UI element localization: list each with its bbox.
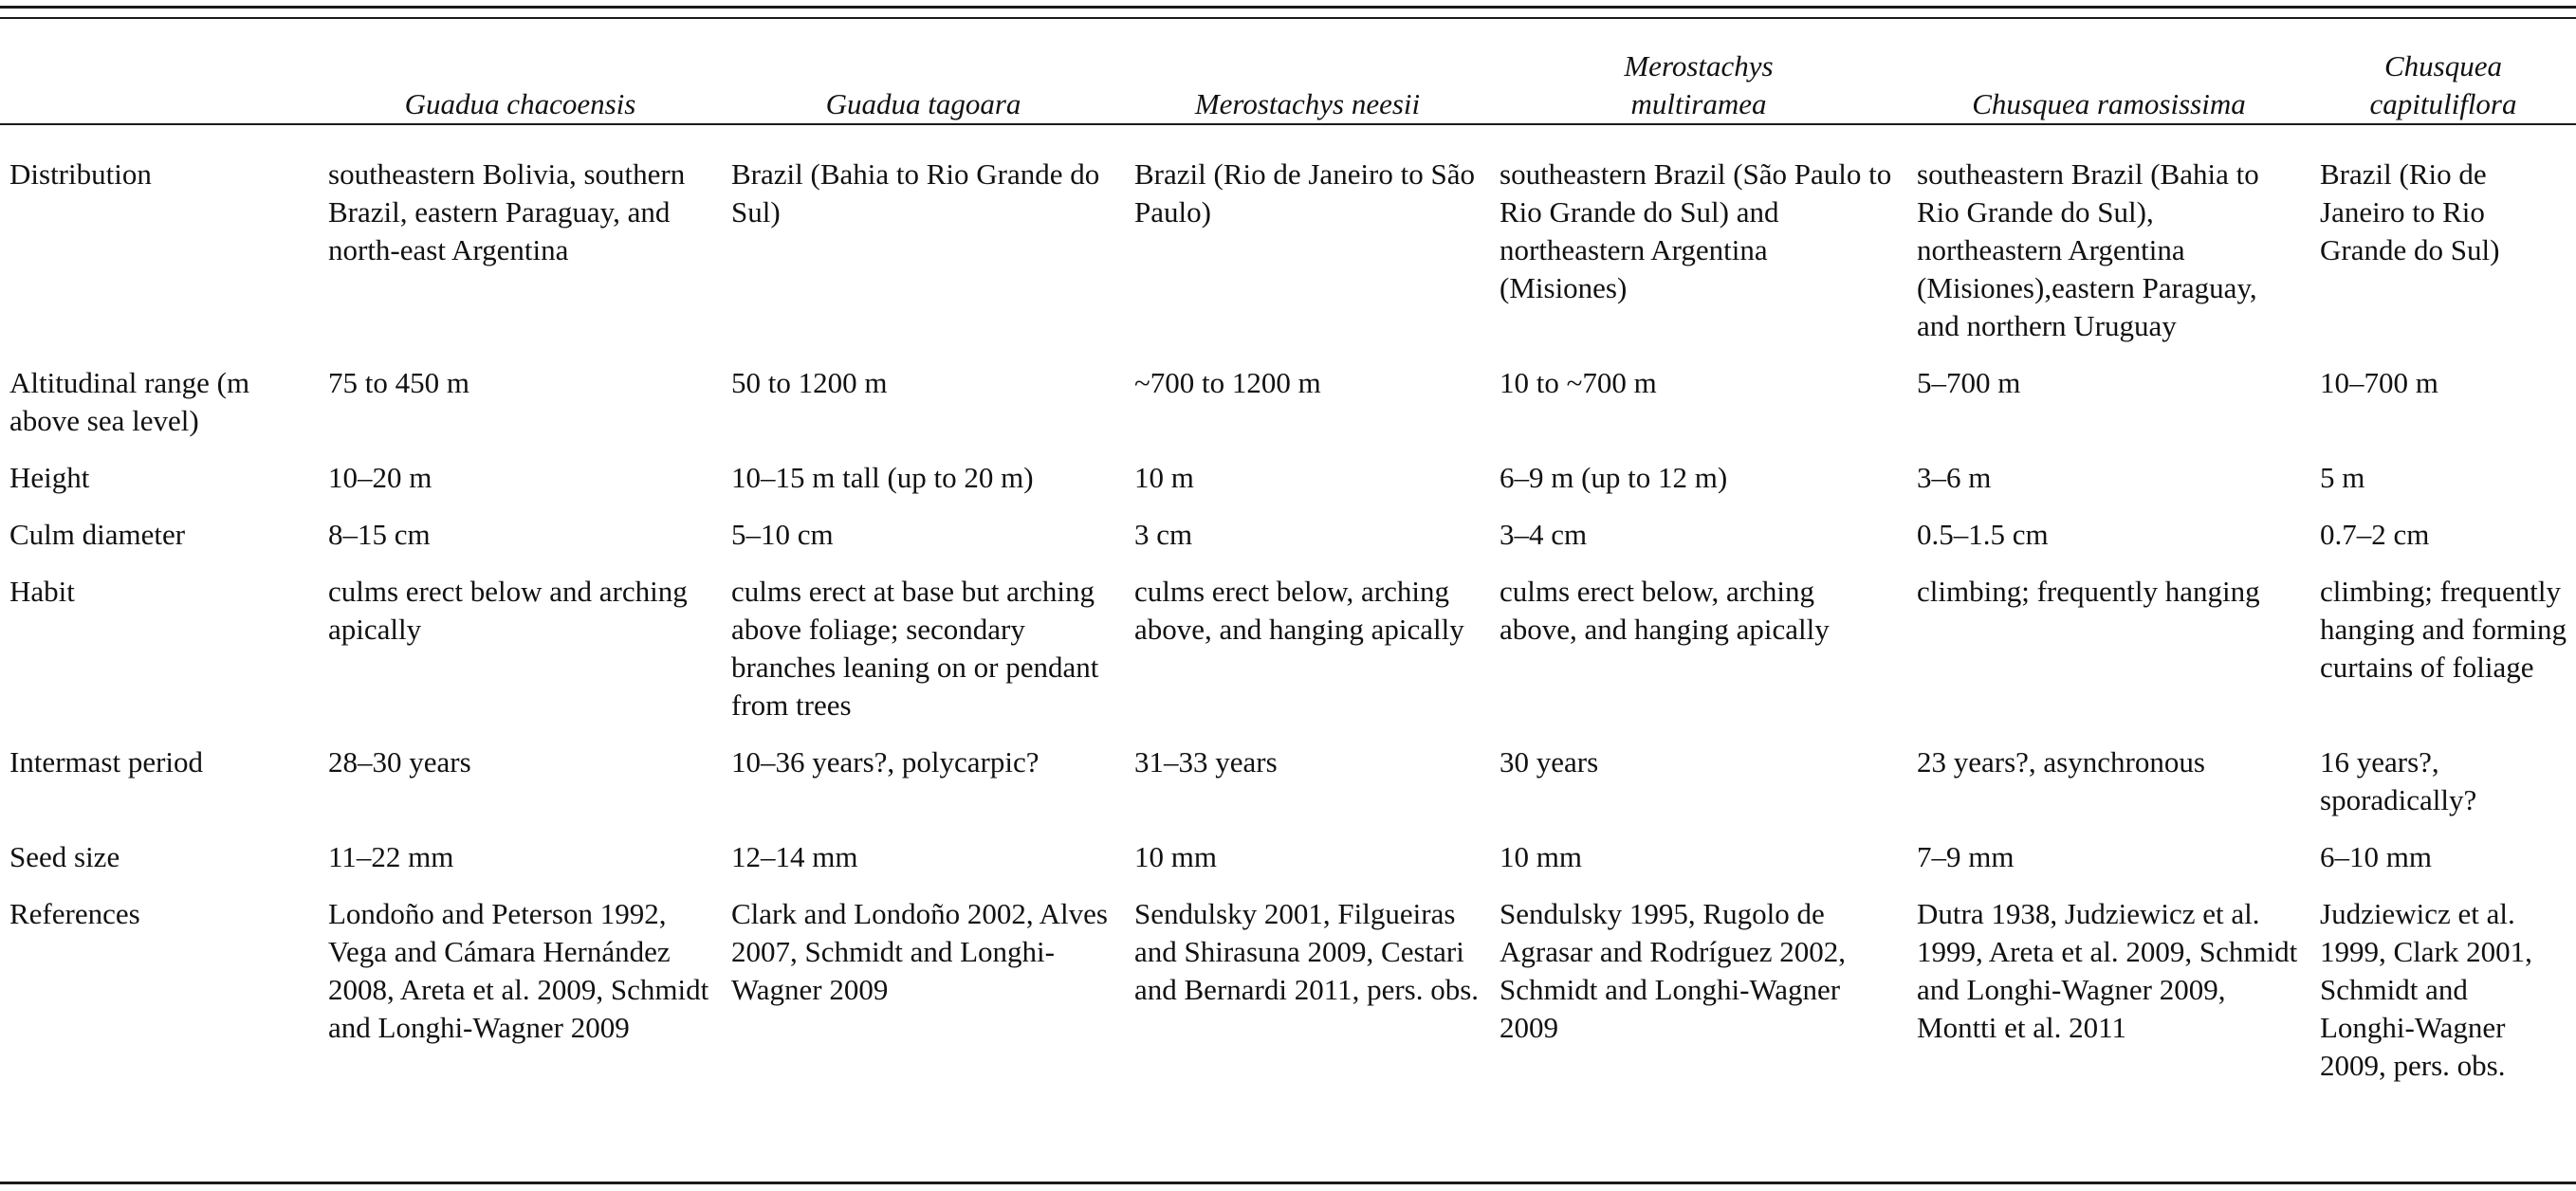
table-cell: 10 m	[1134, 461, 1194, 494]
table-row	[0, 345, 2576, 440]
column-header: Merostachys multiramea	[1624, 49, 1774, 120]
table-cell: culms erect below, arching above, and hanging apically	[1500, 575, 1830, 646]
row-label: Culm diameter	[9, 518, 186, 551]
table-row	[0, 554, 2576, 724]
table-cell: Judziewicz et al. 1999, Clark 2001, Schmidt and Longhi-Wagner 2009, pers. obs.	[2320, 897, 2532, 1082]
table-cell: 6–10 mm	[2320, 840, 2432, 873]
table-row	[0, 497, 2576, 554]
row-label: References	[9, 897, 140, 930]
bamboo-species-table	[0, 21, 2576, 1085]
table-cell: 12–14 mm	[731, 840, 858, 873]
table-cell: Sendulsky 1995, Rugolo de Agrasar and Rodríguez 2002, Schmidt and Longhi-Wagner 2009	[1500, 897, 1847, 1044]
table-cell: 11–22 mm	[328, 840, 454, 873]
table-cell: Brazil (Rio de Janeiro to Rio Grande do Sul)	[2320, 157, 2500, 266]
table-cell: 75 to 450 m	[328, 366, 469, 399]
table-cell: 3–6 m	[1917, 461, 1992, 494]
table-cell: southeastern Brazil (São Paulo to Rio Grande do Sul) and northeastern Argentina (Misiones)	[1500, 157, 1892, 304]
table-row	[0, 819, 2576, 876]
top-rule-inner	[0, 17, 2576, 19]
row-label: Intermast period	[9, 745, 204, 779]
column-header	[0, 21, 319, 137]
table-cell: 7–9 mm	[1917, 840, 2015, 873]
table-cell: 23 years?, asynchronous	[1917, 745, 2205, 779]
bottom-rule	[0, 1182, 2576, 1184]
table-cell: culms erect at base but arching above foliage; secondary branches leaning on or pendant from trees	[731, 575, 1099, 722]
table-row	[0, 724, 2576, 819]
table-cell: 28–30 years	[328, 745, 471, 779]
table-row	[0, 876, 2576, 1085]
column-header: Merostachys neesii	[1194, 87, 1421, 120]
row-label: Distribution	[9, 157, 152, 191]
table-cell: 16 years?, sporadically?	[2320, 745, 2477, 816]
row-label: Altitudinal range (m above sea level)	[9, 366, 250, 437]
table-cell: 10 to ~700 m	[1500, 366, 1657, 399]
table-cell: Brazil (Rio de Janeiro to São Paulo)	[1134, 157, 1475, 229]
top-rule	[0, 6, 2576, 9]
table-cell: 5–10 cm	[731, 518, 834, 551]
table-cell: Sendulsky 2001, Filgueiras and Shirasuna 2009, Cestari and Bernardi 2011, pers. obs.	[1134, 897, 1480, 1006]
table-cell: climbing; frequently hanging	[1917, 575, 2260, 608]
table-cell: Brazil (Bahia to Rio Grande do Sul)	[731, 157, 1100, 229]
table-row	[0, 440, 2576, 497]
table-cell: 30 years	[1500, 745, 1599, 779]
table-cell: 5 m	[2320, 461, 2365, 494]
table-cell: 0.7–2 cm	[2320, 518, 2430, 551]
row-label: Habit	[9, 575, 75, 608]
column-header: Chusquea capituliflora	[2369, 49, 2517, 120]
table-cell: culms erect below and arching apically	[328, 575, 688, 646]
table-cell: 3 cm	[1134, 518, 1193, 551]
table-cell: southeastern Brazil (Bahia to Rio Grande do Sul), northeastern Argentina (Misiones),eastern Paraguay, and northern Uruguay	[1917, 157, 2259, 342]
header-row	[0, 21, 2576, 137]
table-cell: 10 mm	[1500, 840, 1582, 873]
table-cell: 8–15 cm	[328, 518, 431, 551]
table-cell: Londoño and Peterson 1992, Vega and Cámara Hernández 2008, Areta et al. 2009, Schmidt and Longhi-Wagner 2009	[328, 897, 709, 1044]
table-cell: 5–700 m	[1917, 366, 2021, 399]
table-cell: 10–700 m	[2320, 366, 2438, 399]
table-cell: 10 mm	[1134, 840, 1217, 873]
table-cell: 10–15 m tall (up to 20 m)	[731, 461, 1034, 494]
table-cell: southeastern Bolivia, southern Brazil, eastern Paraguay, and north-east Argentina	[328, 157, 686, 266]
row-label: Height	[9, 461, 90, 494]
table-row	[0, 137, 2576, 345]
table-cell: ~700 to 1200 m	[1134, 366, 1321, 399]
row-label: Seed size	[9, 840, 120, 873]
table-cell: 31–33 years	[1134, 745, 1278, 779]
column-header: Chusquea ramosissima	[1972, 87, 2246, 120]
table-cell: 0.5–1.5 cm	[1917, 518, 2049, 551]
table-cell: 10–36 years?, polycarpic?	[731, 745, 1040, 779]
table-cell: 50 to 1200 m	[731, 366, 888, 399]
table-cell: 10–20 m	[328, 461, 432, 494]
column-header: Guadua tagoara	[825, 87, 1021, 120]
table-cell: culms erect below, arching above, and hanging apically	[1134, 575, 1464, 646]
table-cell: 3–4 cm	[1500, 518, 1588, 551]
table-cell: 6–9 m (up to 12 m)	[1500, 461, 1728, 494]
table-cell: climbing; frequently hanging and forming curtains of foliage	[2320, 575, 2567, 684]
table-cell: Clark and Londoño 2002, Alves 2007, Schmidt and Longhi-Wagner 2009	[731, 897, 1108, 1006]
table-cell: Dutra 1938, Judziewicz et al. 1999, Areta et al. 2009, Schmidt and Longhi-Wagner 2009, Montti et al. 2011	[1917, 897, 2298, 1044]
column-header: Guadua chacoensis	[404, 87, 636, 120]
